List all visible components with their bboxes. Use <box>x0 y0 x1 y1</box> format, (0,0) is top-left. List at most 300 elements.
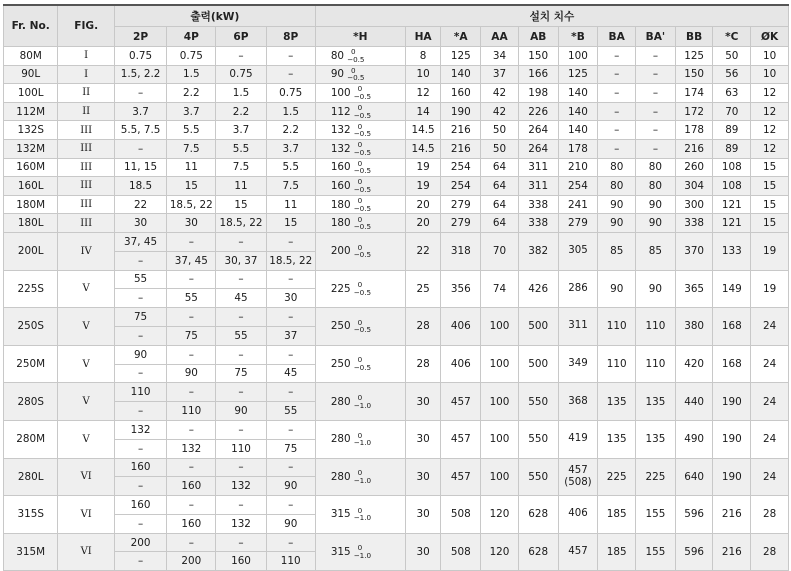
cell-output-p2: 200 <box>114 533 166 552</box>
tolerance-lower: −0.5 <box>353 222 372 232</box>
cell-output-p8: – <box>266 420 315 439</box>
table-row <box>4 458 789 477</box>
cell-fig: II <box>58 102 115 121</box>
cell-dim-ab: 311 <box>518 158 558 177</box>
cell-dim-ba-prime: – <box>636 65 676 84</box>
cell-dim-k: 10 <box>751 65 789 84</box>
cell-h <box>315 139 405 158</box>
cell-dim-ha: 14 <box>405 102 441 121</box>
cell-output-p6: 18.5, 22 <box>216 214 266 233</box>
tolerance-upper: 0 <box>357 430 363 440</box>
cell-fig: III <box>58 195 115 214</box>
cell-output-p4: 37, 45 <box>167 251 216 270</box>
h-value: 160 <box>330 179 351 192</box>
cell-dim-c: 190 <box>713 383 751 421</box>
cell-dim-c: 168 <box>713 345 751 383</box>
cell-dim-a: 279 <box>441 195 481 214</box>
dim-b-value: 349 <box>568 358 588 370</box>
cell-dim-ba-prime: 90 <box>636 214 676 233</box>
cell-dim-ba-prime: 135 <box>636 383 676 421</box>
cell-output-p4: – <box>167 458 216 477</box>
dim-b-value: 286 <box>568 282 588 294</box>
cell-dim-ab: 198 <box>518 84 558 103</box>
cell-dim-bb: 596 <box>675 496 713 534</box>
cell-h <box>315 232 405 270</box>
cell-dim-ba: – <box>598 65 636 84</box>
h-value: 180 <box>330 217 351 230</box>
header-dim-a: *A <box>441 27 481 47</box>
cell-dim-bb: 338 <box>675 214 713 233</box>
tolerance-upper: 0 <box>357 543 363 553</box>
cell-frame-no: 80M <box>4 47 58 66</box>
cell-dim-ba-prime: – <box>636 102 676 121</box>
cell-output-p6: 55 <box>216 326 266 345</box>
cell-dim-ha: 20 <box>405 214 441 233</box>
cell-fig: II <box>58 84 115 103</box>
cell-dim-bb: 178 <box>675 121 713 140</box>
table-row <box>4 102 789 121</box>
cell-dim-c: 216 <box>713 533 751 571</box>
cell-output-p4: 160 <box>167 477 216 496</box>
cell-dim-k: 28 <box>751 496 789 534</box>
cell-h <box>315 308 405 346</box>
h-tolerance <box>354 544 371 559</box>
cell-dim-k: 15 <box>751 195 789 214</box>
header-fig: FIG. <box>58 5 115 47</box>
cell-dim-k: 12 <box>751 102 789 121</box>
cell-dim-k: 19 <box>751 270 789 308</box>
cell-output-p4: 0.75 <box>167 47 216 66</box>
cell-output-p4: – <box>167 270 216 289</box>
cell-output-p4: 11 <box>167 158 216 177</box>
cell-dim-ba: – <box>598 47 636 66</box>
cell-dim-ba-prime: 85 <box>636 232 676 270</box>
h-value: 132 <box>330 124 351 137</box>
cell-frame-no: 180M <box>4 195 58 214</box>
cell-fig: VI <box>58 458 115 496</box>
cell-output-p6: – <box>216 47 266 66</box>
cell-dim-a: 406 <box>441 308 481 346</box>
cell-dim-b <box>558 383 598 421</box>
cell-output-p8: 90 <box>266 477 315 496</box>
dim-b-alt-value: (508) <box>564 476 592 488</box>
cell-fig: I <box>58 47 115 66</box>
cell-dim-k: 12 <box>751 139 789 158</box>
cell-output-p4: 3.7 <box>167 102 216 121</box>
cell-dim-ha: 30 <box>405 533 441 571</box>
cell-output-p6: – <box>216 458 266 477</box>
cell-dim-a: 457 <box>441 458 481 496</box>
cell-frame-no: 280S <box>4 383 58 421</box>
cell-dim-aa: 34 <box>481 47 519 66</box>
cell-dim-aa: 100 <box>481 383 519 421</box>
cell-dim-k: 15 <box>751 177 789 196</box>
cell-h <box>315 383 405 421</box>
cell-dim-bb: 216 <box>675 139 713 158</box>
h-with-tolerance <box>331 507 371 522</box>
cell-output-p6: 3.7 <box>216 121 266 140</box>
cell-dim-ba-prime: 90 <box>636 270 676 308</box>
cell-dim-c: 121 <box>713 195 751 214</box>
h-value: 315 <box>330 508 351 521</box>
cell-dim-aa: 42 <box>481 102 519 121</box>
h-with-tolerance <box>331 216 371 231</box>
cell-dim-k: 15 <box>751 158 789 177</box>
cell-output-p2: 30 <box>114 214 166 233</box>
cell-dim-a: 508 <box>441 496 481 534</box>
cell-dim-ba-prime: 110 <box>636 345 676 383</box>
table-body <box>4 47 789 571</box>
cell-output-p2: 1.5, 2.2 <box>114 65 166 84</box>
cell-dim-c: 216 <box>713 496 751 534</box>
cell-dim-aa: 100 <box>481 345 519 383</box>
cell-dim-b: 279 <box>558 214 598 233</box>
cell-dim-k: 12 <box>751 84 789 103</box>
tolerance-upper: 0 <box>357 121 363 131</box>
cell-output-p8: 11 <box>266 195 315 214</box>
tolerance-upper: 0 <box>357 393 363 403</box>
cell-dim-ha: 10 <box>405 65 441 84</box>
cell-dim-b: 140 <box>558 102 598 121</box>
cell-output-p6: – <box>216 496 266 515</box>
header-dim-ab: AB <box>518 27 558 47</box>
cell-dim-bb: 370 <box>675 232 713 270</box>
cell-dim-b <box>558 533 598 571</box>
cell-output-p4: 30 <box>167 214 216 233</box>
cell-output-p4: – <box>167 533 216 552</box>
header-frame-no: Fr. No. <box>4 5 58 47</box>
h-tolerance <box>354 281 371 296</box>
cell-output-p4: 75 <box>167 326 216 345</box>
h-value: 112 <box>330 105 351 118</box>
cell-output-p2: 55 <box>114 270 166 289</box>
motor-dimension-table-wrap <box>3 4 789 571</box>
cell-dim-aa: 50 <box>481 121 519 140</box>
cell-h <box>315 195 405 214</box>
cell-dim-b <box>558 458 598 496</box>
cell-frame-no: 160M <box>4 158 58 177</box>
tolerance-lower: −0.5 <box>347 73 365 83</box>
h-value: 100 <box>330 86 351 99</box>
table-row <box>4 65 789 84</box>
h-value: 80 <box>330 49 345 62</box>
cell-output-p8: – <box>266 47 315 66</box>
table-row <box>4 420 789 439</box>
cell-dim-aa: 120 <box>481 496 519 534</box>
cell-h <box>315 496 405 534</box>
cell-dim-ha: 30 <box>405 458 441 496</box>
cell-output-p8: 55 <box>266 402 315 421</box>
cell-dim-k: 15 <box>751 214 789 233</box>
cell-output-p2: – <box>114 289 166 308</box>
cell-dim-b: 100 <box>558 47 598 66</box>
dim-b-value: 457 <box>568 464 588 476</box>
cell-dim-ba: 80 <box>598 177 636 196</box>
h-value: 160 <box>330 161 351 174</box>
cell-dim-ab: 264 <box>518 121 558 140</box>
cell-fig: III <box>58 214 115 233</box>
cell-fig: III <box>58 158 115 177</box>
cell-dim-c: 70 <box>713 102 751 121</box>
header-dim-ba: BA <box>598 27 636 47</box>
cell-output-p4: – <box>167 420 216 439</box>
cell-output-p8: – <box>266 308 315 327</box>
cell-output-p8: 45 <box>266 364 315 383</box>
cell-output-p2: 22 <box>114 195 166 214</box>
cell-dim-k: 10 <box>751 47 789 66</box>
cell-dim-bb: 640 <box>675 458 713 496</box>
cell-dim-bb: 150 <box>675 65 713 84</box>
cell-output-p2: 18.5 <box>114 177 166 196</box>
cell-output-p2: 3.7 <box>114 102 166 121</box>
cell-fig: III <box>58 177 115 196</box>
cell-dim-bb: 380 <box>675 308 713 346</box>
cell-output-p6: – <box>216 533 266 552</box>
cell-output-p8: 110 <box>266 552 315 571</box>
cell-dim-a: 406 <box>441 345 481 383</box>
cell-output-p4: 110 <box>167 402 216 421</box>
tolerance-lower: −1.0 <box>353 550 372 560</box>
h-tolerance <box>354 432 371 447</box>
cell-output-p8: 5.5 <box>266 158 315 177</box>
cell-dim-c: 149 <box>713 270 751 308</box>
cell-fig: V <box>58 345 115 383</box>
cell-dim-b <box>558 496 598 534</box>
cell-output-p4: 160 <box>167 514 216 533</box>
cell-dim-ha: 28 <box>405 308 441 346</box>
tolerance-lower: −1.0 <box>353 438 372 448</box>
table-row <box>4 177 789 196</box>
cell-dim-c: 190 <box>713 420 751 458</box>
cell-dim-b: 140 <box>558 121 598 140</box>
cell-dim-ab: 264 <box>518 139 558 158</box>
tolerance-upper: 0 <box>357 505 363 515</box>
cell-dim-bb: 304 <box>675 177 713 196</box>
cell-output-p4: 7.5 <box>167 139 216 158</box>
cell-output-p2: 132 <box>114 420 166 439</box>
header-dim-k: ØK <box>751 27 789 47</box>
cell-dim-b <box>558 345 598 383</box>
h-with-tolerance <box>331 141 371 156</box>
header-dim-aa: AA <box>481 27 519 47</box>
cell-output-p2: – <box>114 84 166 103</box>
cell-dim-ba: 135 <box>598 383 636 421</box>
cell-dim-ab: 500 <box>518 345 558 383</box>
tolerance-upper: 0 <box>357 84 363 94</box>
cell-dim-aa: 100 <box>481 420 519 458</box>
cell-dim-k: 28 <box>751 533 789 571</box>
cell-output-p2: 75 <box>114 308 166 327</box>
header-pole-8p: 8P <box>266 27 315 47</box>
h-tolerance <box>354 319 371 334</box>
cell-output-p2: 37, 45 <box>114 232 166 251</box>
cell-output-p2: – <box>114 251 166 270</box>
cell-dim-bb: 490 <box>675 420 713 458</box>
h-value: 90 <box>330 68 345 81</box>
cell-dim-ba-prime: 155 <box>636 533 676 571</box>
cell-dim-aa: 42 <box>481 84 519 103</box>
cell-dim-ba-prime: 155 <box>636 496 676 534</box>
cell-h <box>315 47 405 66</box>
h-tolerance <box>347 48 364 63</box>
cell-fig: IV <box>58 232 115 270</box>
h-tolerance <box>354 123 371 138</box>
cell-dim-aa: 64 <box>481 177 519 196</box>
dim-b-value: 311 <box>568 320 588 332</box>
cell-frame-no: 280L <box>4 458 58 496</box>
cell-h <box>315 533 405 571</box>
cell-output-p4: 1.5 <box>167 65 216 84</box>
cell-dim-aa: 37 <box>481 65 519 84</box>
cell-dim-ha: 22 <box>405 232 441 270</box>
cell-dim-ab: 150 <box>518 47 558 66</box>
table-row <box>4 308 789 327</box>
cell-output-p4: – <box>167 383 216 402</box>
h-with-tolerance <box>331 244 371 259</box>
cell-output-p8: 37 <box>266 326 315 345</box>
cell-dim-ba: – <box>598 139 636 158</box>
cell-output-p6: 132 <box>216 514 266 533</box>
cell-output-p2: – <box>114 439 166 458</box>
cell-frame-no: 250M <box>4 345 58 383</box>
cell-dim-ab: 226 <box>518 102 558 121</box>
cell-output-p6: 15 <box>216 195 266 214</box>
cell-dim-ha: 14.5 <box>405 139 441 158</box>
cell-dim-a: 125 <box>441 47 481 66</box>
cell-dim-ab: 311 <box>518 177 558 196</box>
tolerance-lower: −0.5 <box>353 363 372 373</box>
cell-dim-c: 56 <box>713 65 751 84</box>
cell-dim-aa: 70 <box>481 232 519 270</box>
tolerance-upper: 0 <box>351 47 356 57</box>
cell-output-p8: 7.5 <box>266 177 315 196</box>
cell-output-p8: 75 <box>266 439 315 458</box>
cell-dim-c: 89 <box>713 121 751 140</box>
h-with-tolerance <box>331 104 371 119</box>
tolerance-upper: 0 <box>357 242 363 252</box>
cell-output-p4: 15 <box>167 177 216 196</box>
cell-output-p8: 1.5 <box>266 102 315 121</box>
cell-output-p8: – <box>266 533 315 552</box>
cell-h <box>315 158 405 177</box>
cell-dim-ba: 185 <box>598 496 636 534</box>
h-tolerance <box>354 216 371 231</box>
cell-dim-c: 168 <box>713 308 751 346</box>
cell-dim-ha: 28 <box>405 345 441 383</box>
cell-dim-b: 178 <box>558 139 598 158</box>
cell-dim-aa: 64 <box>481 195 519 214</box>
tolerance-lower: −1.0 <box>353 400 372 410</box>
cell-output-p8: 30 <box>266 289 315 308</box>
h-tolerance <box>354 507 371 522</box>
cell-output-p6: 90 <box>216 402 266 421</box>
cell-dim-ba-prime: 90 <box>636 195 676 214</box>
header-dim-ha: HA <box>405 27 441 47</box>
cell-output-p6: 2.2 <box>216 102 266 121</box>
cell-output-p4: – <box>167 345 216 364</box>
h-with-tolerance <box>331 544 371 559</box>
cell-frame-no: 180L <box>4 214 58 233</box>
tolerance-upper: 0 <box>357 280 363 290</box>
cell-output-p2: 110 <box>114 383 166 402</box>
cell-dim-ba-prime: – <box>636 121 676 140</box>
cell-dim-ba: 185 <box>598 533 636 571</box>
cell-output-p6: 5.5 <box>216 139 266 158</box>
dim-b-value: 368 <box>568 395 588 407</box>
tolerance-lower: −0.5 <box>353 203 372 213</box>
cell-output-p6: 110 <box>216 439 266 458</box>
cell-dim-ab: 338 <box>518 214 558 233</box>
cell-output-p4: 90 <box>167 364 216 383</box>
cell-dim-k: 24 <box>751 420 789 458</box>
cell-dim-ha: 12 <box>405 84 441 103</box>
cell-dim-ha: 20 <box>405 195 441 214</box>
h-with-tolerance <box>331 160 371 175</box>
cell-output-p2: 160 <box>114 496 166 515</box>
cell-dim-ba: 110 <box>598 345 636 383</box>
cell-output-p6: 132 <box>216 477 266 496</box>
cell-fig: V <box>58 270 115 308</box>
cell-dim-a: 190 <box>441 102 481 121</box>
h-with-tolerance <box>331 178 371 193</box>
cell-output-p6: – <box>216 270 266 289</box>
dim-b-value: 457 <box>568 545 588 557</box>
h-tolerance <box>354 141 371 156</box>
cell-dim-ba-prime: 225 <box>636 458 676 496</box>
cell-output-p8: – <box>266 496 315 515</box>
cell-h <box>315 214 405 233</box>
cell-output-p2: – <box>114 514 166 533</box>
cell-frame-no: 315M <box>4 533 58 571</box>
cell-dim-b <box>558 270 598 308</box>
header-dim-b: *B <box>558 27 598 47</box>
cell-dim-ba-prime: 110 <box>636 308 676 346</box>
cell-frame-no: 112M <box>4 102 58 121</box>
cell-dim-b: 254 <box>558 177 598 196</box>
tolerance-lower: −0.5 <box>353 250 372 260</box>
cell-dim-c: 133 <box>713 232 751 270</box>
cell-frame-no: 132S <box>4 121 58 140</box>
header-dim-c: *C <box>713 27 751 47</box>
cell-dim-b: 210 <box>558 158 598 177</box>
h-tolerance <box>347 67 364 82</box>
cell-fig: V <box>58 420 115 458</box>
cell-dim-c: 89 <box>713 139 751 158</box>
table-header <box>4 5 789 47</box>
cell-dim-b <box>558 420 598 458</box>
cell-dim-ha: 14.5 <box>405 121 441 140</box>
cell-output-p6: – <box>216 232 266 251</box>
cell-dim-ab: 426 <box>518 270 558 308</box>
table-row <box>4 139 789 158</box>
header-row-top <box>4 5 789 27</box>
cell-dim-b <box>558 232 598 270</box>
cell-dim-ba-prime: 135 <box>636 420 676 458</box>
h-with-tolerance <box>331 356 371 371</box>
cell-h <box>315 345 405 383</box>
h-value: 250 <box>330 320 351 333</box>
cell-dim-ba-prime: 80 <box>636 177 676 196</box>
tolerance-lower: −0.5 <box>353 91 372 101</box>
cell-dim-ba: – <box>598 84 636 103</box>
dim-b-value: 419 <box>568 433 588 445</box>
cell-frame-no: 315S <box>4 496 58 534</box>
cell-output-p8: – <box>266 232 315 251</box>
cell-dim-aa: 100 <box>481 458 519 496</box>
tolerance-upper: 0 <box>357 355 363 365</box>
cell-output-p6: – <box>216 308 266 327</box>
cell-output-p2: 160 <box>114 458 166 477</box>
